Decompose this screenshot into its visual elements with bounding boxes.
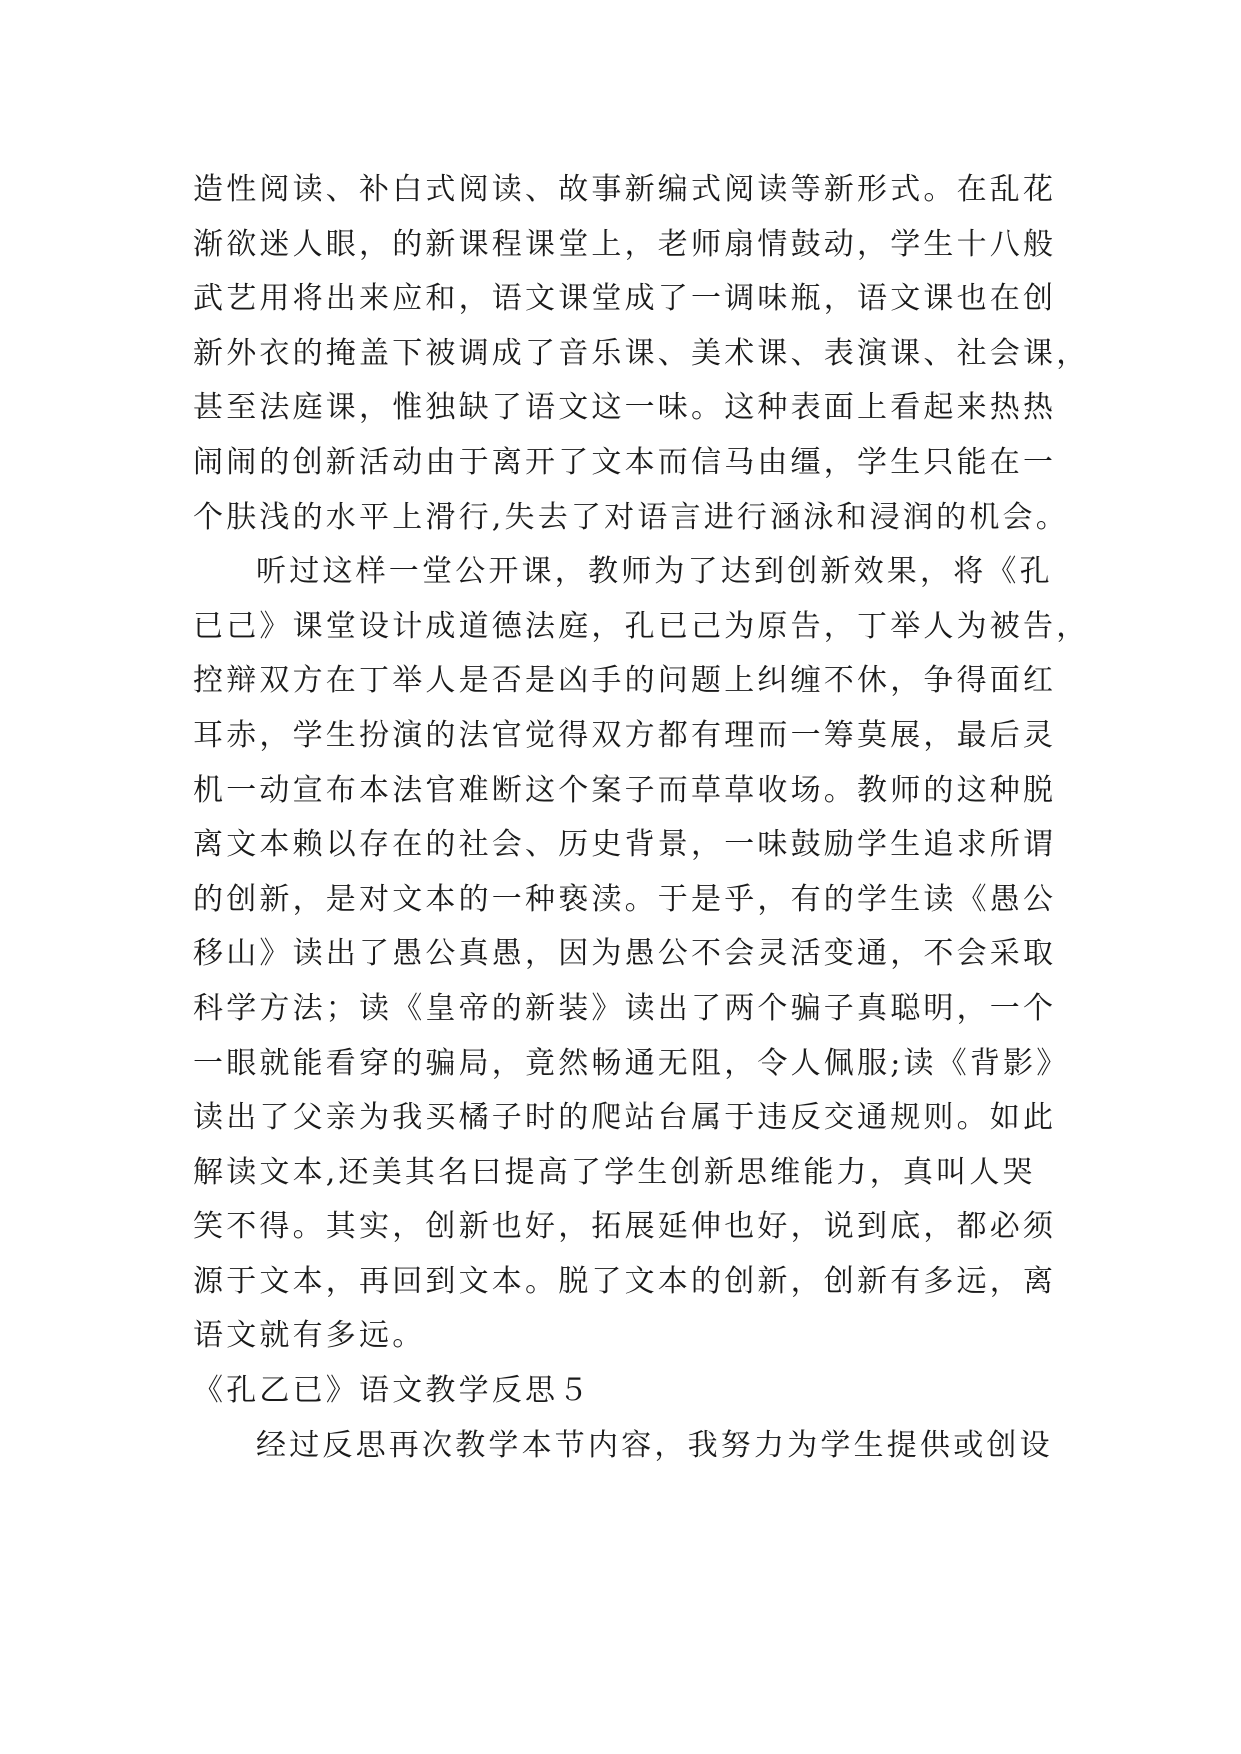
- text-line: 经过反思再次教学本节内容，我努力为学生提供或创设: [256, 1427, 1053, 1463]
- text-line: 解读文本,还美其名曰提高了学生创新思维能力，真叫人哭: [193, 1154, 1036, 1190]
- text-line: 耳赤，学生扮演的法官觉得双方都有理而一筹莫展，最后灵: [193, 717, 1057, 753]
- section-heading: 《孔乙已》语文教学反思５: [193, 1373, 592, 1409]
- paragraph-3: [193, 1419, 1053, 1474]
- text-line: 已己》课堂设计成道德法庭，孔已己为原告，丁举人为被告，: [193, 608, 1090, 644]
- document-body: [193, 163, 1090, 1473]
- text-line: 一眼就能看穿的骗局，竟然畅通无阻，令人佩服;读《背影》: [193, 1045, 1070, 1081]
- text-line: 造性阅读、补白式阅读、故事新编式阅读等新形式。在乱花: [193, 172, 1057, 207]
- text-line: 移山》读出了愚公真愚，因为愚公不会灵活变通，不会采取: [193, 936, 1057, 972]
- text-line: 离文本赖以存在的社会、历史背景，一味鼓励学生追求所谓: [193, 827, 1057, 863]
- text-line: 笑不得。其实，创新也好，拓展延伸也好，说到底，都必须: [193, 1209, 1057, 1245]
- text-line: 语文就有多远。: [193, 1318, 426, 1354]
- text-line: 科学方法；读《皇帝的新装》读出了两个骗子真聪明，一个: [193, 990, 1057, 1026]
- text-line: 机一动宣布本法官难断这个案子而草草收场。教师的这种脱: [193, 772, 1057, 808]
- text-line: 控辩双方在丁举人是否是凶手的问题上纠缠不休，争得面红: [193, 663, 1057, 699]
- text-line: 闹闹的创新活动由于离开了文本而信马由缰，学生只能在一: [193, 444, 1057, 480]
- paragraph-1: [193, 163, 1090, 545]
- text-line: 的创新，是对文本的一种亵渎。于是乎，有的学生读《愚公: [193, 881, 1057, 917]
- text-line: 新外衣的掩盖下被调成了音乐课、美术课、表演课、社会课，: [193, 335, 1090, 371]
- text-line: 武艺用将出来应和，语文课堂成了一调味瓶，语文课也在创: [193, 281, 1057, 317]
- text-line: 个肤浅的水平上滑行,失去了对语言进行涵泳和浸润的机会。: [193, 499, 1069, 535]
- text-line: 读出了父亲为我买橘子时的爬站台属于违反交通规则。如此: [193, 1100, 1057, 1136]
- text-line: 甚至法庭课，惟独缺了语文这一味。这种表面上看起来热热: [193, 390, 1057, 426]
- text-line: 源于文本，再回到文本。脱了文本的创新，创新有多远，离: [193, 1263, 1057, 1299]
- paragraph-2: [193, 545, 1090, 1364]
- text-line: 渐欲迷人眼，的新课程课堂上，老师扇情鼓动，学生十八般: [193, 226, 1057, 262]
- text-line: 听过这样一堂公开课，教师为了达到创新效果，将《孔: [256, 554, 1053, 590]
